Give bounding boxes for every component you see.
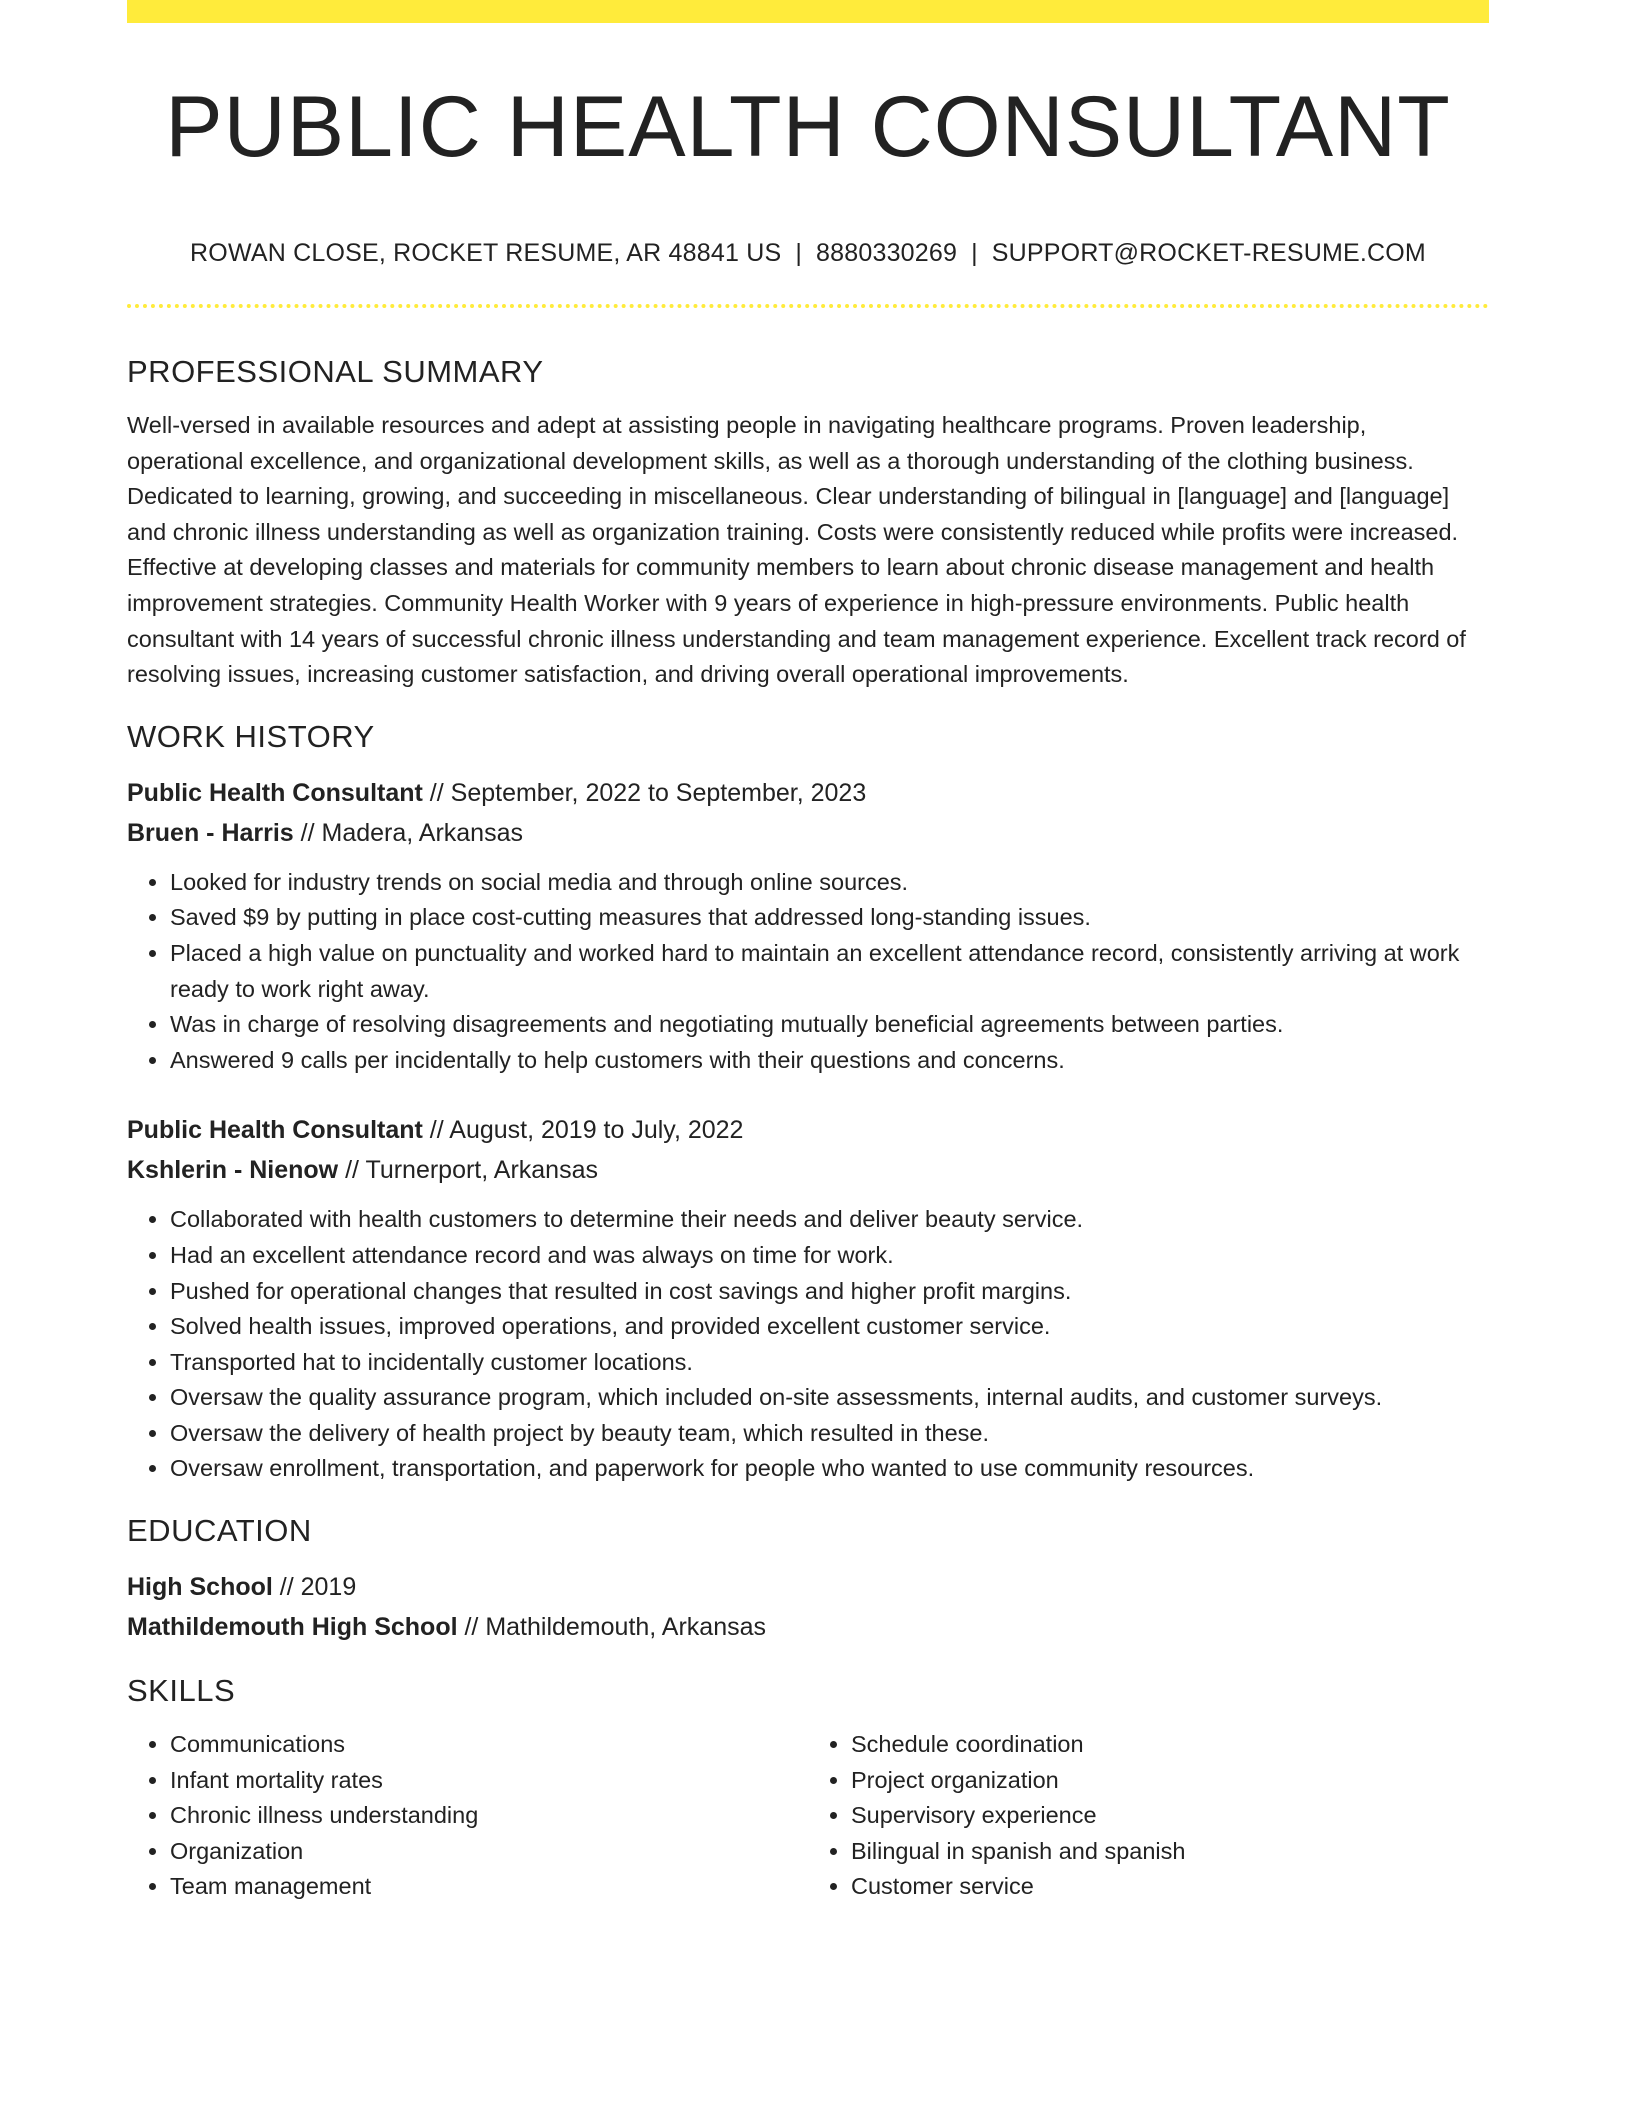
list-item: • Communications: [170, 1727, 808, 1763]
skills-columns: [127, 1727, 1489, 1905]
education-section: [127, 1509, 1489, 1647]
job-entry: [127, 1110, 1489, 1487]
list-item: • Saved $9 by putting in place cost-cutting measures that addressed long-standing issues.: [170, 900, 1489, 936]
contact-line: [127, 236, 1489, 270]
job-entry: [127, 773, 1489, 1079]
list-item: • Customer service: [851, 1869, 1489, 1905]
list-item: • Had an excellent attendance record and was always on time for work.: [170, 1238, 1489, 1274]
job-dates: // August, 2019 to July, 2022: [422, 1116, 744, 1145]
list-item: • Bilingual in spanish and spanish: [851, 1834, 1489, 1870]
list-item: • Solved health issues, improved operations, and provided excellent customer service.: [170, 1309, 1489, 1345]
education-location: // Mathildemouth, Arkansas: [457, 1613, 767, 1642]
skills-section: [127, 1669, 1489, 1905]
skills-heading: SKILLS: [127, 1673, 236, 1709]
summary-section: [127, 350, 1489, 693]
summary-heading: PROFESSIONAL SUMMARY: [127, 354, 544, 389]
list-item: • Transported hat to incidentally customer locations.: [170, 1345, 1489, 1381]
job-title-line: [127, 773, 1489, 813]
education-school: Mathildemouth High School: [127, 1613, 458, 1642]
job-title-line: [127, 1110, 1489, 1150]
list-item: • Pushed for operational changes that resulted in cost savings and higher profit margins.: [170, 1274, 1489, 1310]
list-item: • Answered 9 calls per incidentally to help customers with their questions and concerns.: [170, 1043, 1489, 1079]
list-item: • Infant mortality rates: [170, 1763, 808, 1799]
work-history-heading: WORK HISTORY: [127, 718, 375, 754]
education-school-line: [127, 1607, 1489, 1647]
job-title: Public Health Consultant: [127, 1116, 423, 1145]
job-bullets: [127, 1202, 1489, 1487]
list-item: • Chronic illness understanding: [170, 1798, 808, 1834]
list-item: • Organization: [170, 1834, 808, 1870]
list-item: • Oversaw the quality assurance program, which included on-site assessments, internal audits, and customer surveys.: [170, 1380, 1489, 1416]
education-heading: EDUCATION: [127, 1513, 312, 1549]
job-company: Kshlerin - Nienow: [127, 1156, 339, 1185]
list-item: • Schedule coordination: [851, 1727, 1489, 1763]
list-item: • Looked for industry trends on social media and through online sources.: [170, 865, 1489, 901]
education-year: // 2019: [272, 1573, 357, 1602]
list-item: • Team management: [170, 1869, 808, 1905]
skills-list-right: [808, 1727, 1489, 1905]
contact-address: ROWAN CLOSE, ROCKET RESUME, AR 48841 US: [190, 239, 782, 267]
contact-separator: |: [795, 239, 803, 267]
contact-separator: |: [971, 239, 978, 267]
contact-phone: 8880330269: [816, 239, 958, 267]
education-degree: High School: [127, 1573, 273, 1602]
list-item: • Placed a high value on punctuality and worked hard to maintain an excellent attendance record, consistently arriving at work ready to work right away.: [170, 936, 1489, 1007]
resume-title: PUBLIC HEALTH CONSULTANT: [165, 79, 1451, 175]
job-location: // Turnerport, Arkansas: [338, 1156, 598, 1185]
list-item: • Oversaw enrollment, transportation, and paperwork for people who wanted to use community resources.: [170, 1451, 1489, 1487]
job-bullets: [127, 865, 1489, 1079]
summary-text: Well-versed in available resources and adept at assisting people in navigating healthcare programs. Proven leadership, operational excellence, and organizational development skills, as well as a thorough understanding of the clothing business. Dedicated to learning, growing, and succeeding in miscellaneous. Clear understanding of bilingual in [language] and [language] and chronic illness understanding as well as organization training. Costs were consistently reduced while profits were increased. Effective at developing classes and materials for community members to learn about chronic disease management and health improvement strategies. Community Health Worker with 9 years of experience in high-pressure environments. Public health consultant with 14 years of successful chronic illness understanding and team management experience. Excellent track record of resolving issues, increasing customer satisfaction, and driving overall operational improvements.: [127, 412, 1466, 688]
list-item: • Was in charge of resolving disagreements and negotiating mutually beneficial agreements between parties.: [170, 1007, 1489, 1043]
job-company-line: [127, 1150, 1489, 1190]
job-location: // Madera, Arkansas: [293, 818, 523, 847]
contact-email: SUPPORT@ROCKET-RESUME.COM: [991, 239, 1426, 267]
job-title: Public Health Consultant: [127, 778, 423, 807]
list-item: • Collaborated with health customers to determine their needs and deliver beauty service.: [170, 1202, 1489, 1238]
job-company-line: [127, 813, 1489, 853]
work-history-section: [127, 715, 1489, 1487]
dotted-divider: [127, 304, 1489, 308]
education-degree-line: [127, 1567, 1489, 1607]
list-item: • Supervisory experience: [851, 1798, 1489, 1834]
job-dates: // September, 2022 to September, 2023: [422, 778, 867, 807]
list-item: • Oversaw the delivery of health project by beauty team, which resulted in these.: [170, 1416, 1489, 1452]
accent-top-bar: [127, 0, 1489, 23]
resume-body: [127, 350, 1489, 1905]
job-company: Bruen - Harris: [127, 818, 294, 847]
list-item: • Project organization: [851, 1763, 1489, 1799]
skills-list-left: [127, 1727, 808, 1905]
